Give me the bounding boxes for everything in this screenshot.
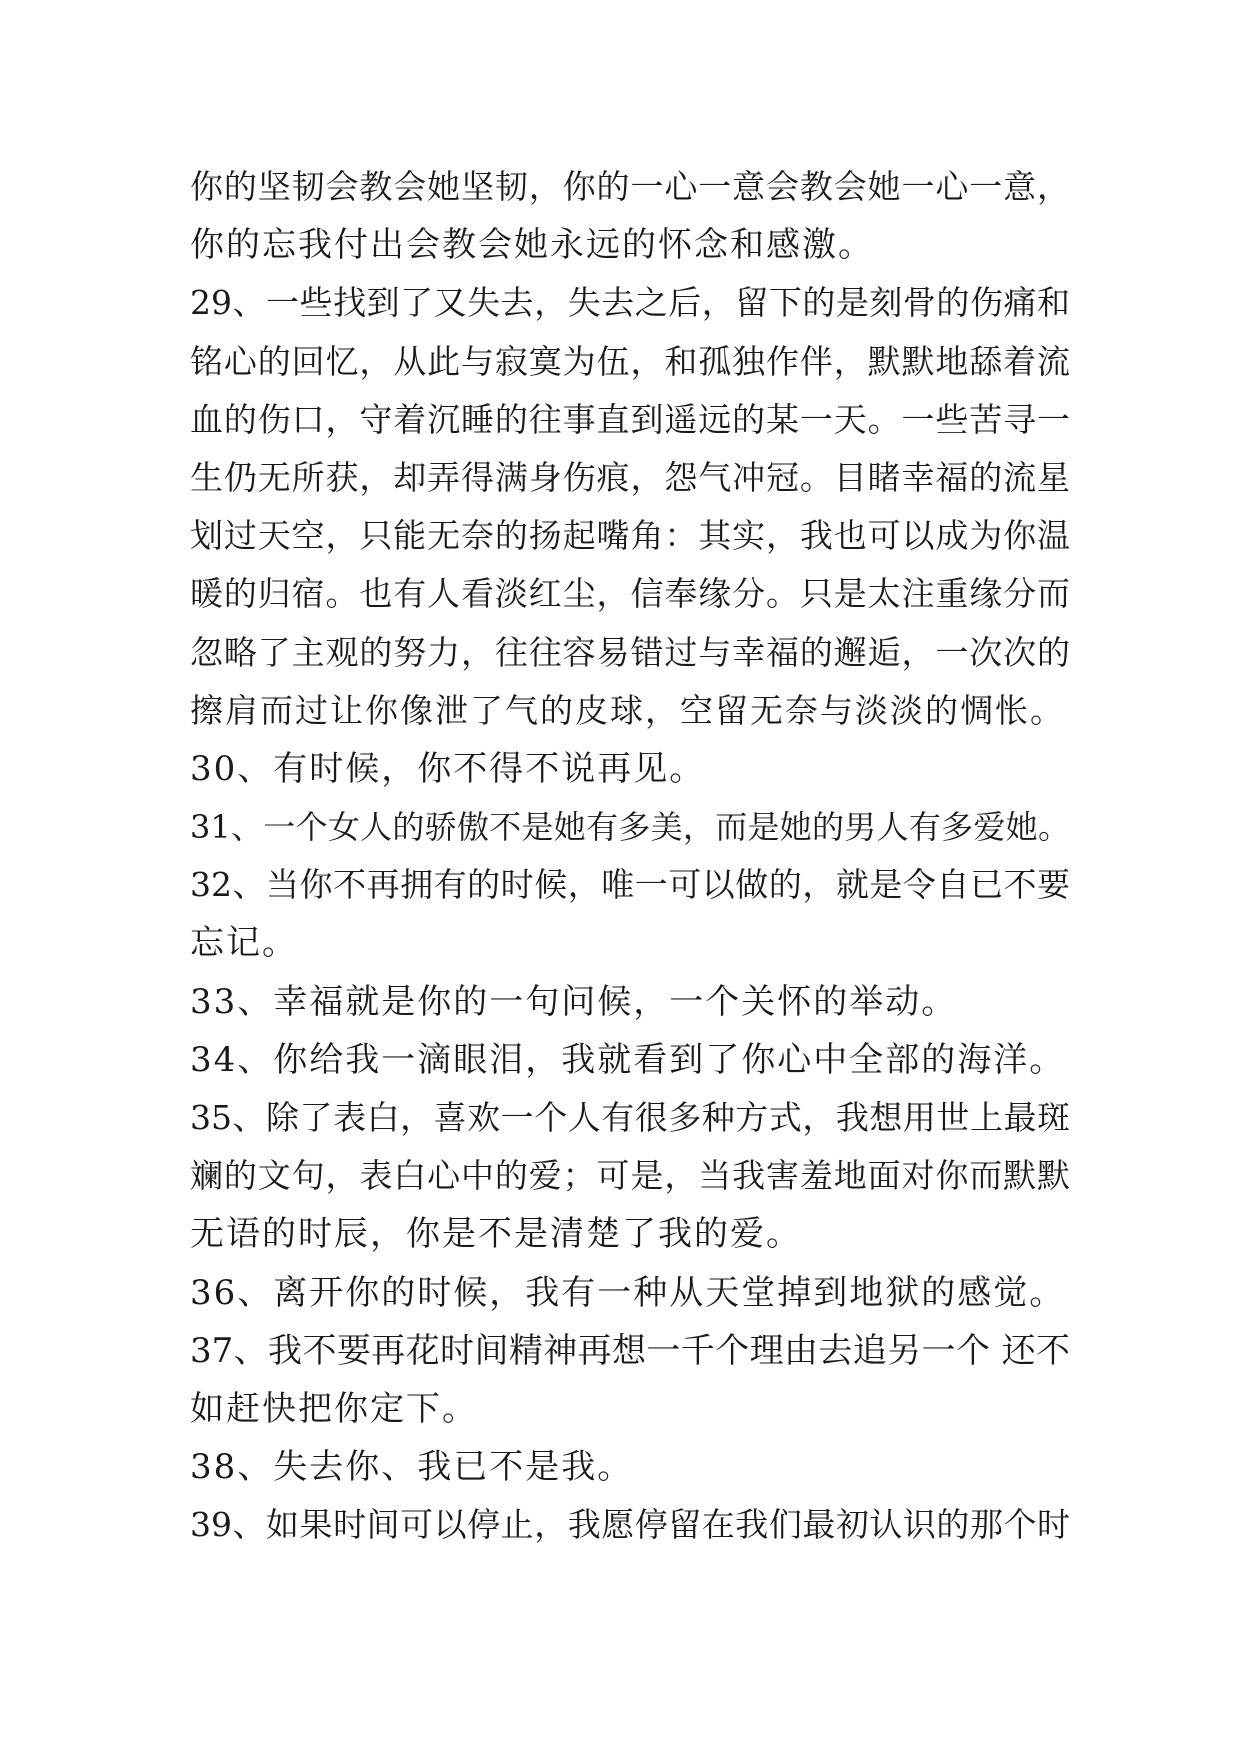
text-line: 忘记。 [190,923,298,964]
text-line: 37、我不要再花时间精神再想一千个理由去追另一个 还不 [190,1330,1070,1371]
text-line: 31、一个女人的骄傲不是她有多美，而是她的男人有多爱她。 [190,808,1070,847]
text-line: 斓的文句，表白心中的爱；可是，当我害羞地面对你而默默 [190,1156,1070,1196]
text-line: 擦肩而过让你像泄了气的皮球，空留无奈与淡淡的惆怅。 [190,690,1065,730]
text-line: 血的伤口，守着沉睡的往事直到遥远的某一天。一些苦寻一 [190,399,1070,439]
text-line: 无语的时辰，你是不是清楚了我的爱。 [190,1214,802,1255]
text-line: 忽略了主观的努力，往往容易错过与幸福的邂逅，一次次的 [190,632,1070,672]
text-line: 32、当你不再拥有的时候，唯一可以做的，就是令自已不要 [190,865,1070,905]
text-line: 39、如果时间可以停止，我愿停留在我们最初认识的那个时 [190,1505,1070,1545]
text-line: 铭心的回忆，从此与寂寞为伍，和孤独作伴，默默地舔着流 [190,341,1070,381]
text-line: 暖的归宿。也有人看淡红尘，信奉缘分。只是太注重缘分而 [190,574,1070,614]
text-line: 29、一些找到了又失去，失去之后，留下的是刻骨的伤痛和 [190,283,1070,323]
text-line: 你的坚韧会教会她坚韧，你的一心一意会教会她一心一意， [190,167,1070,206]
text-line: 38、失去你、我已不是我。 [190,1447,634,1488]
text-line: 划过天空，只能无奈的扬起嘴角：其实，我也可以成为你温 [190,516,1070,556]
text-line: 34、你给我一滴眼泪，我就看到了你心中全部的海洋。 [190,1039,1066,1080]
document-body [190,158,1070,1555]
text-line: 如赶快把你定下。 [190,1388,478,1429]
text-line: 你的忘我付出会教会她永远的怀念和感激。 [190,225,874,266]
text-line: 35、除了表白，喜欢一个人有很多种方式，我想用世上最斑 [190,1098,1070,1137]
text-line: 36、离开你的时候，我有一种从天堂掉到地狱的感觉。 [190,1272,1066,1313]
text-line: 生仍无所获，却弄得满身伤痕，怨气冲冠。目睹幸福的流星 [190,457,1070,497]
text-line: 30、有时候，你不得不说再见。 [190,748,706,789]
text-line: 33、幸福就是你的一句问候，一个关怀的举动。 [190,981,958,1022]
